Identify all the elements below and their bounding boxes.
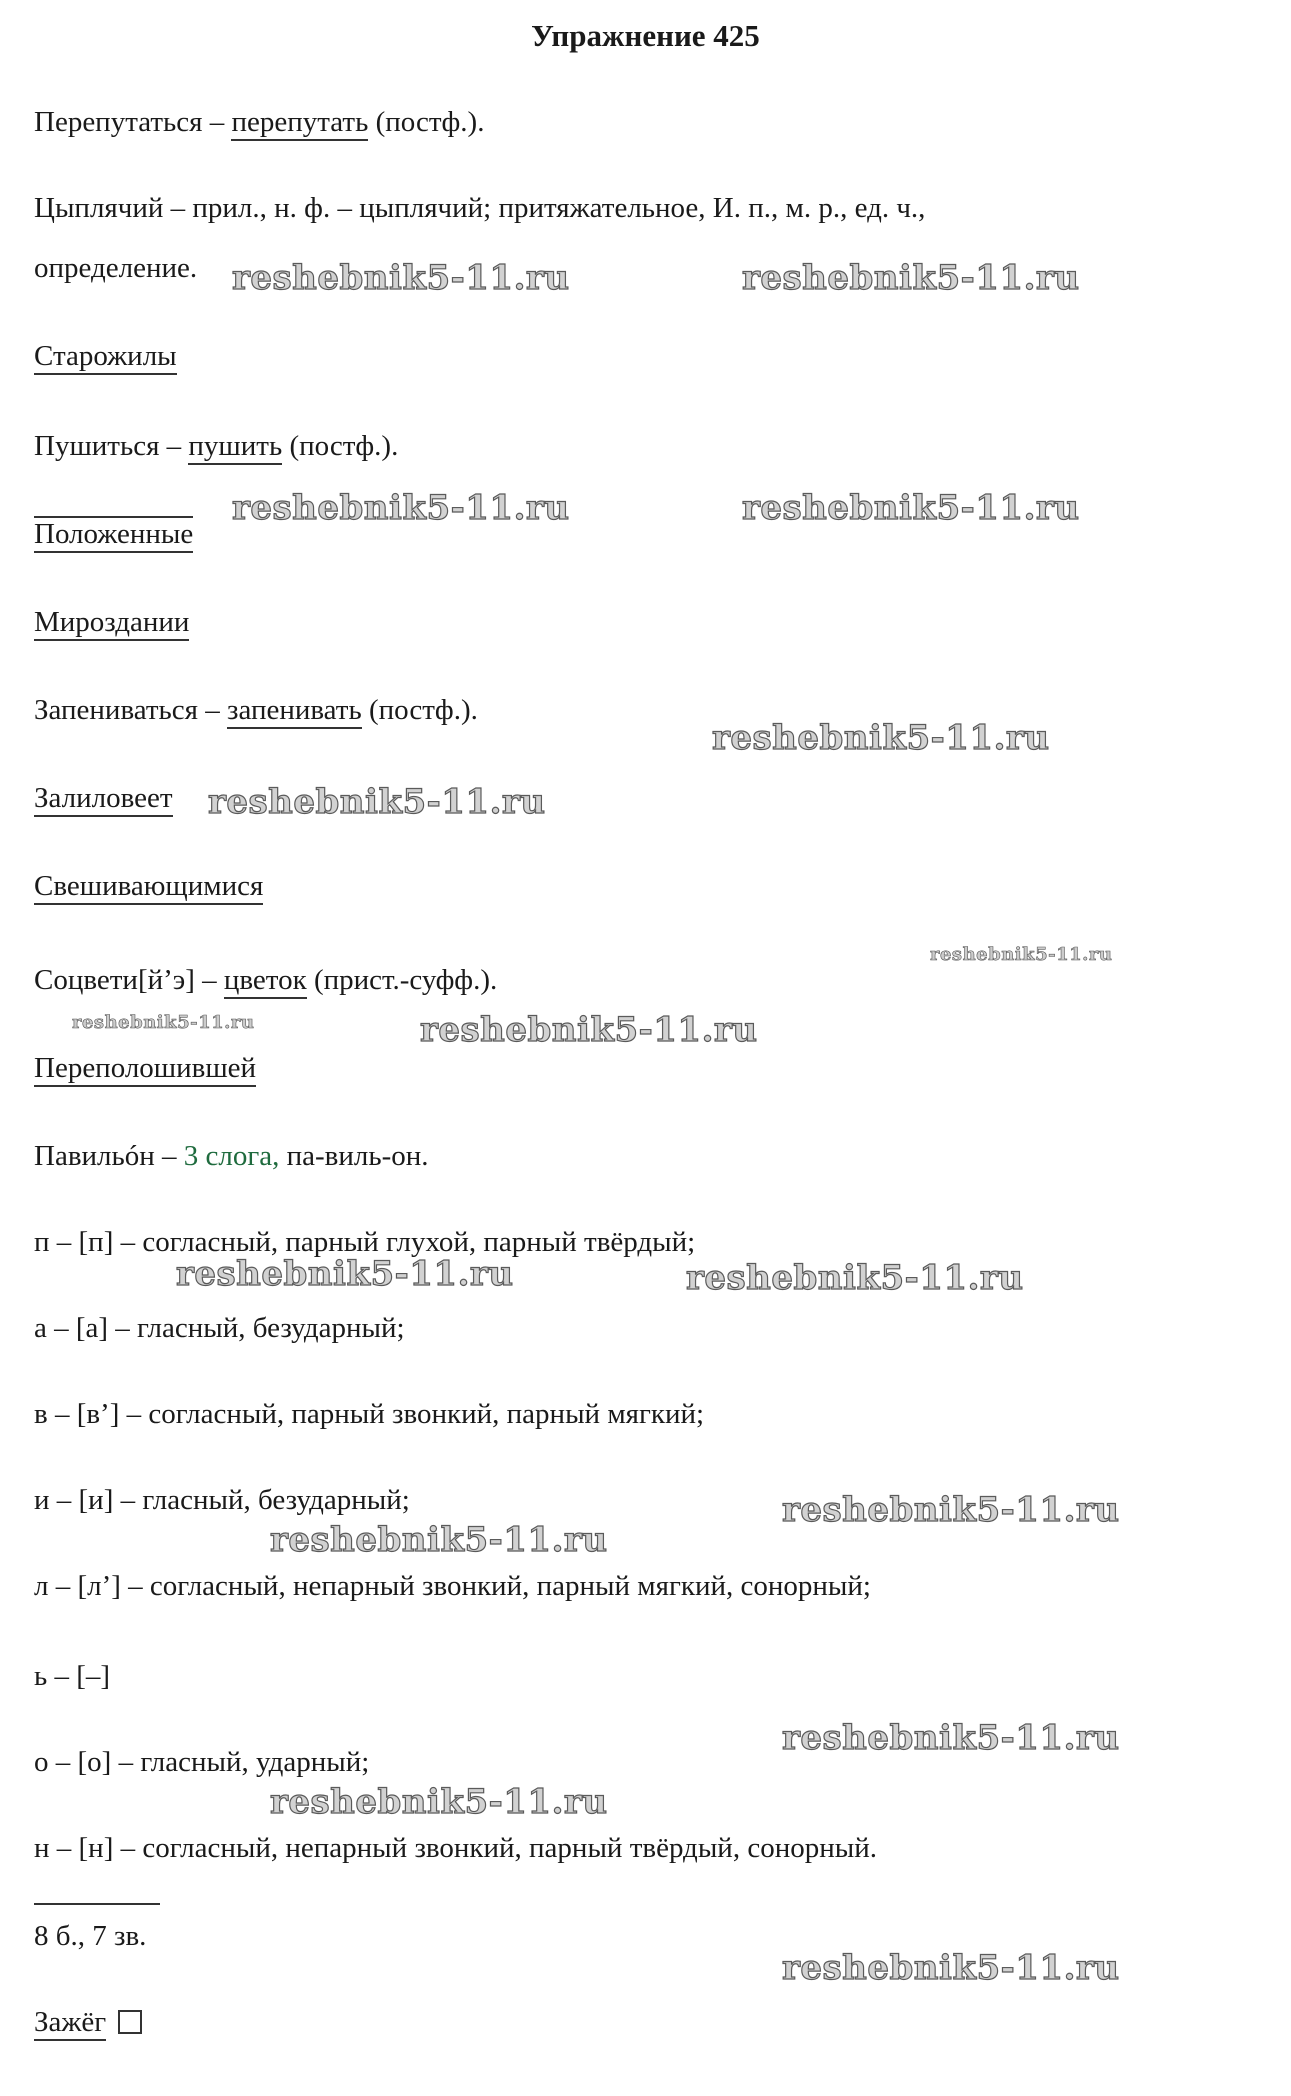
base-word: цветок [224, 964, 307, 999]
watermark: reshebnik5-11.ru [270, 1782, 608, 1822]
morpheme-polozhennye: Положенные [34, 516, 193, 552]
line-tsyplyachiy: Цыплячий – прил., н. ф. – цыплячий; притяжательное, И. п., м. р., ед. ч., [34, 192, 926, 224]
word: Перепутаться [34, 106, 203, 138]
watermark: reshebnik5-11.ru [72, 1012, 255, 1033]
watermark: reshebnik5-11.ru [742, 488, 1080, 528]
watermark: reshebnik5-11.ru [232, 258, 570, 298]
phonetic-row: ь – [–] [34, 1660, 111, 1692]
watermark: reshebnik5-11.ru [232, 488, 570, 528]
line-pavilon: Павильóн – 3 слога, па-виль-он. [34, 1140, 429, 1172]
phonetic-row: а – [а] – гласный, безударный; [34, 1312, 405, 1344]
summary: 8 б., 7 зв. [34, 1920, 147, 1952]
base-word: перепутать [231, 106, 368, 141]
empty-ending-box [118, 2010, 142, 2034]
watermark: reshebnik5-11.ru [782, 1490, 1120, 1530]
divider [34, 1903, 160, 1905]
morpheme-zalilovet: Залиловеет [34, 780, 173, 816]
line-zapenivatsya: Запениваться – запенивать (постф.). [34, 692, 478, 728]
morpheme-zazheg: Зажёг [34, 2004, 142, 2040]
line-pereputatsya: Перепутаться – перепутать (постф.). [34, 104, 484, 140]
phonetic-row: п – [п] – согласный, парный глухой, парный твёрдый; [34, 1226, 696, 1258]
morpheme-mirozdanii: Мироздании [34, 604, 189, 640]
watermark: reshebnik5-11.ru [712, 718, 1050, 758]
phonetic-row: л – [л’] – согласный, непарный звонкий, парный мягкий, сонорный; [34, 1570, 871, 1602]
phonetic-row: о – [о] – гласный, ударный; [34, 1746, 370, 1778]
exercise-title: Упражнение 425 [531, 18, 760, 53]
watermark: reshebnik5-11.ru [742, 258, 1080, 298]
watermark: reshebnik5-11.ru [208, 782, 546, 822]
watermark: reshebnik5-11.ru [782, 1948, 1120, 1988]
watermark: reshebnik5-11.ru [686, 1258, 1024, 1298]
watermark: reshebnik5-11.ru [420, 1010, 758, 1050]
watermark: reshebnik5-11.ru [782, 1718, 1120, 1758]
watermark: reshebnik5-11.ru [270, 1520, 608, 1560]
watermark: reshebnik5-11.ru [176, 1254, 514, 1294]
morpheme-sveshivayushchimisya: Свешивающимися [34, 868, 263, 904]
base-word: пушить [188, 430, 282, 465]
watermark: reshebnik5-11.ru [930, 944, 1113, 965]
base-word: запенивать [227, 694, 362, 729]
line-sotsvetie: Соцвети[й’э] – цветок (прист.-суфф.). [34, 962, 497, 998]
line-opredelenie: определение. [34, 252, 198, 284]
line-pushitsya: Пушиться – пушить (постф.). [34, 428, 398, 464]
morpheme-perepoloshivshey: Переполошившей [34, 1050, 256, 1086]
phonetic-row: и – [и] – гласный, безударный; [34, 1484, 410, 1516]
morpheme-starozhily: Старожилы [34, 338, 177, 374]
phonetic-row: н – [н] – согласный, непарный звонкий, парный твёрдый, сонорный. [34, 1832, 877, 1864]
phonetic-row: в – [в’] – согласный, парный звонкий, парный мягкий; [34, 1398, 705, 1430]
syllable-count: 3 слога, [183, 1140, 280, 1172]
